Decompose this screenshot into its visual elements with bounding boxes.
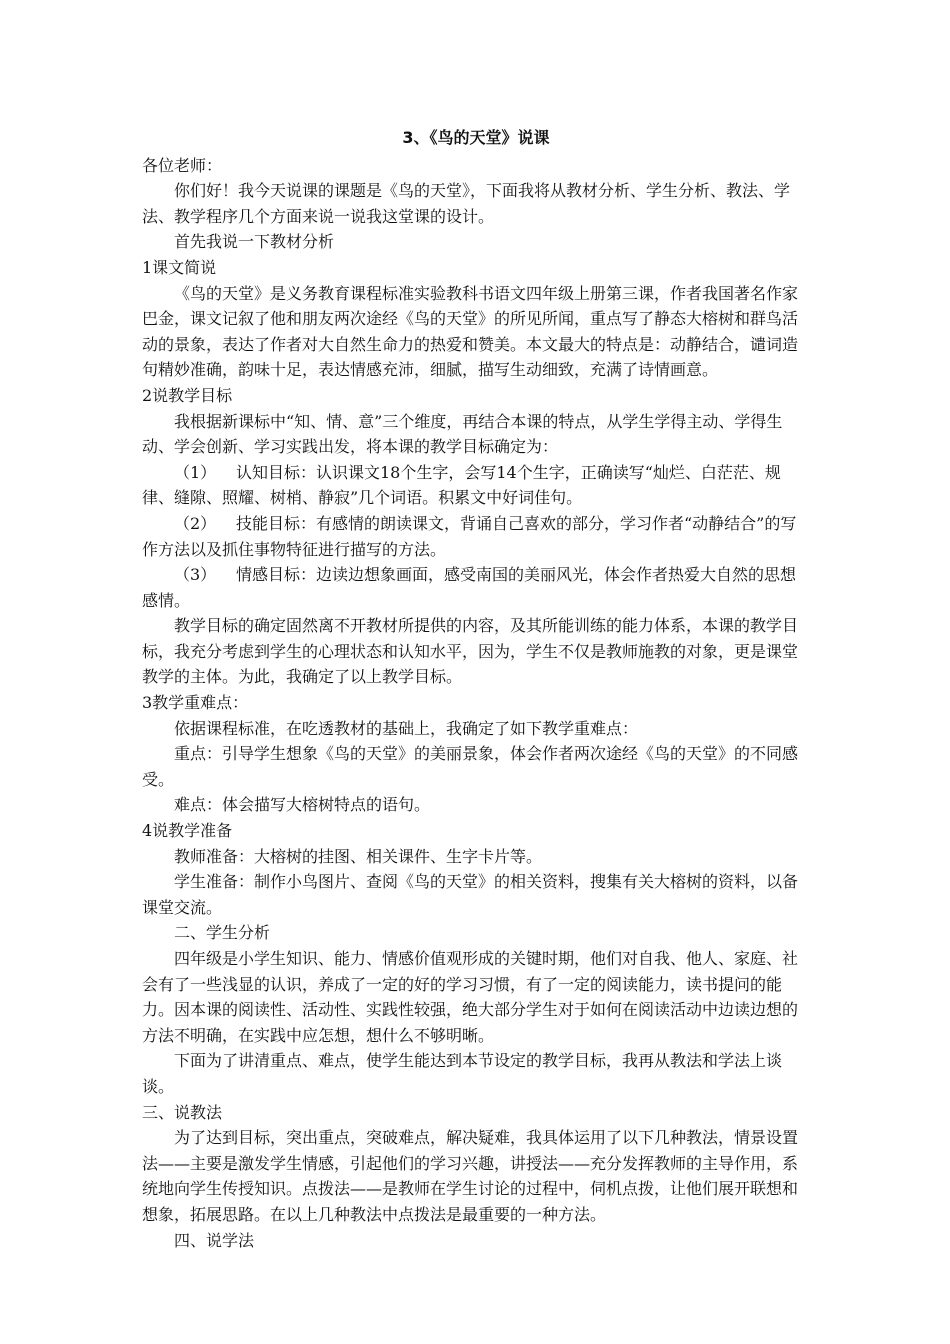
section2-paragraph: 我根据新课标中“知、情、意”三个维度，再结合本课的特点，从学生学得主动、学得生动、学会创新、学习实践出发，将本课的教学目标确定为：: [142, 411, 783, 457]
goal-item-3: [142, 562, 810, 613]
part3-heading: 三、说教法: [142, 1102, 223, 1122]
teacher-prep-paragraph: 教师准备：大榕树的挂图、相关课件、生字卡片等。: [174, 846, 543, 866]
goal-item-1: [142, 460, 810, 511]
goal-number: （2）: [174, 513, 217, 533]
document-title: 3、《鸟的天堂》说课: [402, 128, 550, 147]
difficult-point-paragraph: 难点：体会描写大榕树特点的语句。: [174, 795, 431, 815]
section3-heading: 3教学重难点：: [142, 693, 249, 713]
part4-heading: 四、说学法: [174, 1230, 255, 1250]
part3-paragraph: 为了达到目标，突出重点，突破难点，解决疑难，我具体运用了以下几种教法，情景设置法——主要是激发学生情感，引起他们的学习兴趣，讲授法——充分发挥教师的主导作用，系统地向学生传授知识。点拨法——是教师在学生讨论的过程中，伺机点拨，让他们展开联想和想象，拓展思路。在以上几种教法中点拨法是最重要的一种方法。: [142, 1128, 799, 1224]
goal-number: （3）: [174, 565, 217, 585]
part2-paragraph: 四年级是小学生知识、能力、情感价值观形成的关键时期，他们对自我、他人、家庭、社会有了一些浅显的认识，养成了一定的好的学习习惯，有了一定的阅读能力，读书提问的能力。因本课的阅读性、活动性、实践性较强，绝大部分学生对于如何在阅读活动中边读边想的方法不明确，在实践中应怎想，想什么不够明晰。: [142, 949, 799, 1045]
section1-heading: 1课文简说: [142, 257, 217, 277]
goal-number: （1）: [174, 462, 217, 482]
section2-heading: 2说教学目标: [142, 385, 233, 405]
goal-item-2: [142, 511, 810, 562]
goal-text: 技能目标：有感情的朗读课文，背诵自己喜欢的部分，学习作者“动静结合”的写作方法以及抓住事物特征进行描写的方法。: [142, 513, 797, 559]
intro-paragraph: 你们好！我今天说课的课题是《鸟的天堂》，下面我将从教材分析、学生分析、教法、学法、教学程序几个方面来说一说我这堂课的设计。: [142, 181, 791, 226]
part2-heading: 二、学生分析: [174, 923, 271, 943]
section2-after-paragraph: 教学目标的确定固然离不开教材所提供的内容，及其所能训练的能力体系，本课的教学目标，我充分考虑到学生的心理状态和认知水平，因为，学生不仅是教师施教的对象，更是课堂教学的主体。为此，我确定了以上教学目标。: [142, 616, 799, 687]
key-point-paragraph: 重点：引导学生想象《鸟的天堂》的美丽景象，体会作者两次途经《鸟的天堂》的不同感受。: [142, 744, 799, 789]
goal-text: 情感目标：边读边想象画面，感受南国的美丽风光，体会作者热爱大自然的思想感情。: [142, 565, 797, 610]
student-prep-paragraph: 学生准备：制作小鸟图片、查阅《鸟的天堂》的相关资料，搜集有关大榕树的资料，以备课堂交流。: [142, 872, 799, 917]
goal-text: 认知目标：认识课文18个生字，会写14个生字，正确读写“灿烂、白茫茫、规律、缝隙、照耀、树梢、静寂”几个词语。积累文中好词佳句。: [142, 462, 781, 508]
part2-after-paragraph: 下面为了讲清重点、难点，使学生能达到本节设定的教学目标，我再从教法和学法上谈谈。: [142, 1051, 783, 1096]
section4-heading: 4说教学准备: [142, 821, 233, 841]
section3-paragraph: 依据课程标准，在吃透教材的基础上，我确定了如下教学重难点：: [174, 718, 639, 738]
part1-heading: 首先我说一下教材分析: [174, 232, 335, 252]
section1-paragraph: 《鸟的天堂》是义务教育课程标准实验教科书语文四年级上册第三课，作者我国著名作家巴金，课文记叙了他和朋友两次途经《鸟的天堂》的所见所闻，重点写了静态大榕树和群鸟活动的景象，表达了作者对大自然生命力的热爱和赞美。本文最大的特点是：动静结合，谴词造句精妙准确，韵味十足，表达情感充沛，细腻，描写生动细致，充满了诗情画意。: [142, 283, 799, 380]
greeting: 各位老师：: [142, 155, 223, 175]
